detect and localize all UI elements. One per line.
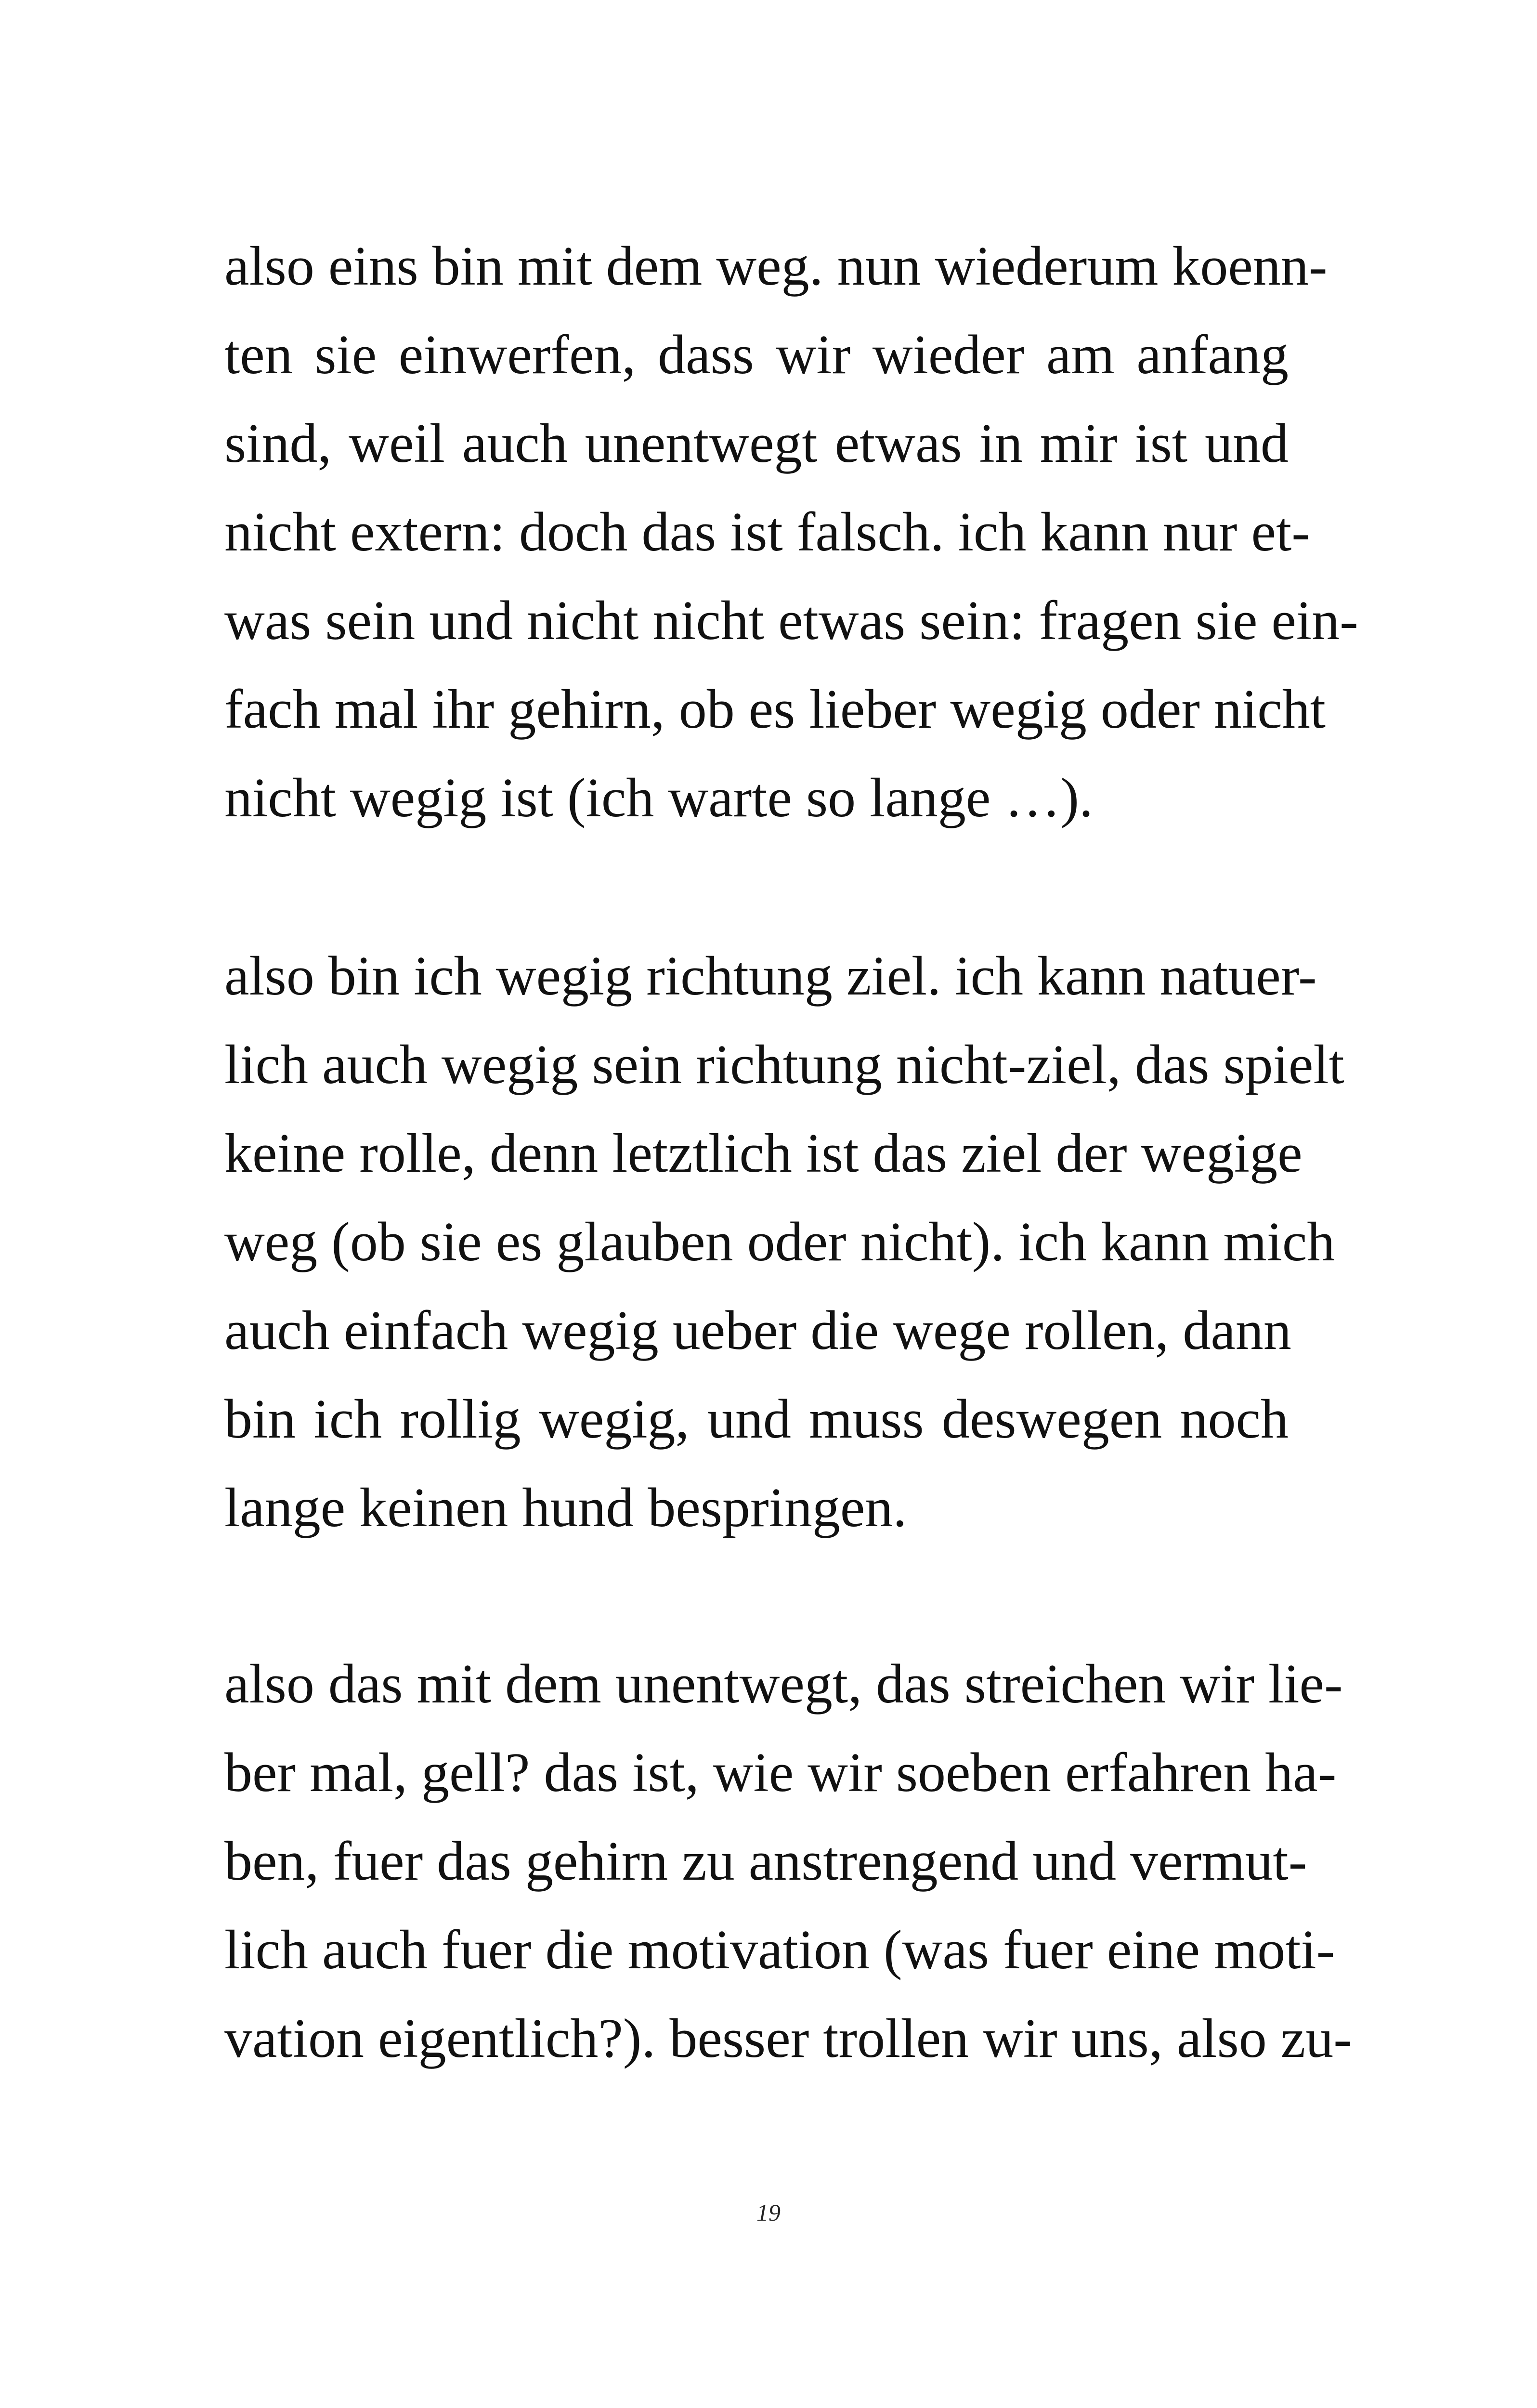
text-line: keine rolle, denn letztlich ist das ziel der wegige — [224, 1123, 1303, 1184]
text-line: ten sie einwerfen, dass wir wieder am anfang — [224, 324, 1289, 386]
text-line: was sein und nicht nicht etwas sein: fragen sie ein- — [224, 590, 1358, 652]
text-line: ben, fuer das gehirn zu anstrengend und vermut- — [224, 1831, 1307, 1892]
text-line: nicht wegig ist (ich warte so lange …). — [224, 767, 1093, 829]
text-line: weg (ob sie es glauben oder nicht). ich kann mich — [224, 1211, 1335, 1273]
text-line: lange keinen hund bespringen. — [224, 1477, 907, 1539]
text-line: ber mal, gell? das ist, wie wir soeben erfahren ha- — [224, 1742, 1337, 1804]
text-line: sind, weil auch unentwegt etwas in mir ist und — [224, 413, 1289, 474]
text-line: auch einfach wegig ueber die wege rollen, dann — [224, 1300, 1291, 1361]
text-line: lich auch wegig sein richtung nicht-ziel, das spielt — [224, 1034, 1344, 1096]
text-line: also eins bin mit dem weg. nun wiederum koenn- — [224, 236, 1328, 297]
page-number: 19 — [756, 2199, 781, 2226]
text-line: nicht extern: doch das ist falsch. ich kann nur et- — [224, 501, 1310, 563]
text-line: fach mal ihr gehirn, ob es lieber wegig oder nicht — [224, 679, 1326, 740]
text-line: also bin ich wegig richtung ziel. ich kann natuer- — [224, 945, 1317, 1007]
text-line: lich auch fuer die motivation (was fuer eine moti- — [224, 1919, 1335, 1981]
text-line: vation eigentlich?). besser trollen wir uns, also zu- — [224, 2008, 1352, 2069]
text-line: also das mit dem unentwegt, das streichen wir lie- — [224, 1653, 1343, 1715]
text-line: bin ich rollig wegig, und muss deswegen noch — [224, 1388, 1289, 1450]
